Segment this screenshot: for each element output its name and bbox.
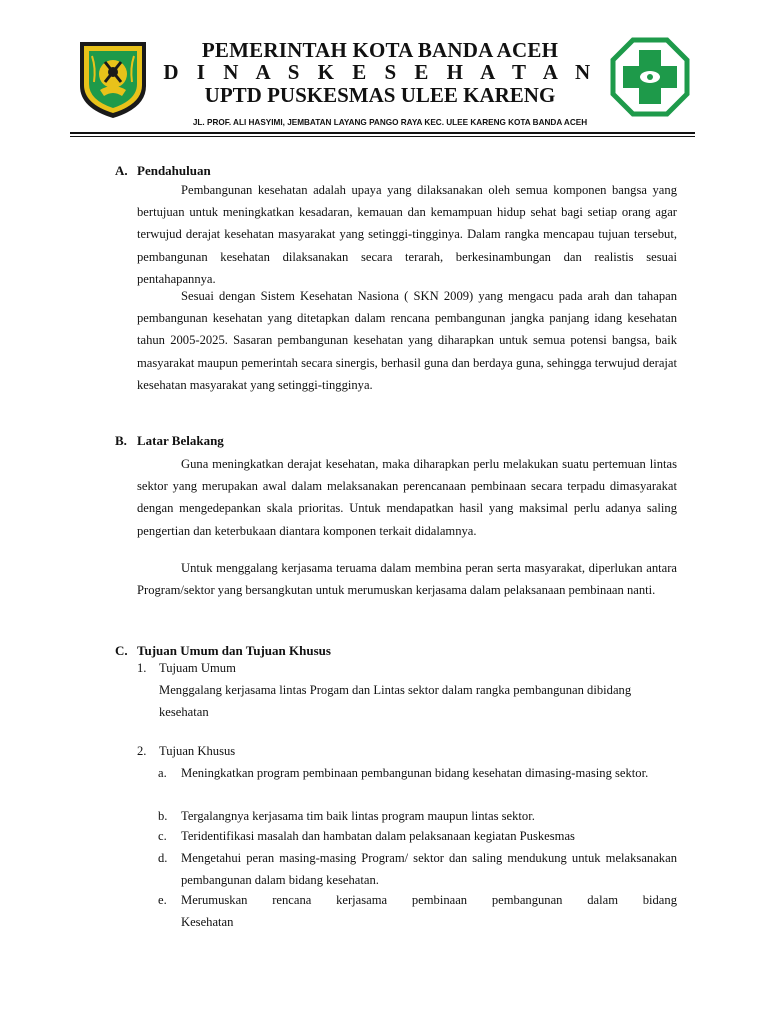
banda-aceh-emblem [74,38,152,120]
section-a-paragraph-1 [137,179,677,290]
section-a-title: Pendahuluan [137,163,211,178]
header-address: JL. PROF. ALI HASYIMI, JEMBATAN LAYANG PANGO RAYA KEC. ULEE KARENG KOTA BANDA ACEH [192,118,588,127]
section-b-paragraph-1 [137,453,677,542]
item-2-number: 2. [137,744,147,758]
section-b-letter: B. [115,433,127,448]
sub-d-text: Mengetahui peran masing-masing Program/ sektor dan saling mendukung untuk melaksanakan pembangunan dalam bidang kesehatan. [181,851,677,887]
item-2-label: Tujuan Khusus [159,744,236,758]
section-b-paragraph-2 [137,557,677,601]
sub-c-text: Teridentifikasi masalah dan hambatan dalam pelaksanaan kegiatan Puskesmas [181,829,575,843]
item-1-text: Menggalang kerjasama lintas Progam dan Lintas sektor dalam rangka pembangunan dibidang kesehatan [159,683,632,719]
section-a-p2-text: Sesuai dengan Sistem Kesehatan Nasiona ( SKN 2009) yang mengacu pada arah dan tahapan pembangunan kesehatan yang ditetapkan dalam rencana pembangunan jangka panjang idang kesehatan tahun 2005-2025. Sasaran pembangunan kesehatan yang diharapkan untuk semua potensi bangsa, baik masyarakat maupun pemerintah secara sinergis, berhasil guna dan berdaya guna, sehingga terwujud derajat kesehatan masyarakat yang setinggi-tingginya. [137,289,677,392]
header-puskesmas: UPTD PUSKESMAS ULEE KARENG [204,83,556,107]
header-government: PEMERINTAH KOTA BANDA ACEH [201,38,559,62]
sub-a-letter: a. [158,766,167,780]
item-1-number: 1. [137,661,147,675]
section-c-letter: C. [115,643,128,658]
item-1-label: Tujuam Umum [159,661,236,675]
section-a-p1-text: Pembangunan kesehatan adalah upaya yang dilaksanakan oleh semua komponen bangsa yang bertujuan untuk meningkatkan kesadaran, kemauan dan kemampuan hidup sehat bagi setiap orang agar terwujud derajat kesehatan masyarakat yang setinggi-tingginya. Dalam rangka mencapau tujuan tersebut, pembangunan kesehatan dilaksanakan secara terarah, berkesinambungan dan realistis sesuai pentahapannya. [137,183,677,286]
puskesmas-logo [609,36,691,118]
section-a-paragraph-2 [137,285,677,396]
section-a-letter: A. [115,163,128,178]
sub-b-letter: b. [158,809,168,823]
sub-c-letter: c. [158,829,167,843]
section-b-p2-text: Untuk menggalang kerjasama teruama dalam membina peran serta masyarakat, diperlukan antara Program/sektor yang bersangkutan untuk merumuskan kerjasama dalam pelaksanaan pembinaan nanti. [137,561,677,598]
sub-e-letter: e. [158,893,167,907]
section-b-title: Latar Belakang [137,433,224,448]
sub-a-text: Meningkatkan program pembinaan pembangunan bidang kesehatan dimasing-masing sektor. [181,766,649,780]
section-b-p1-text: Guna meningkatkan derajat kesehatan, maka diharapkan perlu melakukan suatu pertemuan lintas sektor yang merupakan awal dalam melaksanakan perencanaan pembinaan secara terpadu dimasyarakat dengan mengedepankan skala prioritas. Untuk mendapatkan hasil yang maksimal perlu adanya saling pengertian dan keterbukaan diantara komponen terkait didalamnya. [137,457,677,538]
header-department: D I N A S K E S E H A T A N [163,60,597,84]
header-divider-thin [70,136,695,137]
sub-d-letter: d. [158,851,168,865]
header-divider [70,132,695,134]
section-c-title: Tujuan Umum dan Tujuan Khusus [137,643,331,658]
sub-e-text: Merumuskan rencana kerjasama pembinaan pembangunan dalam bidang Kesehatan [181,893,677,929]
sub-b-text: Tergalangnya kerjasama tim baik lintas program maupun lintas sektor. [181,809,535,823]
